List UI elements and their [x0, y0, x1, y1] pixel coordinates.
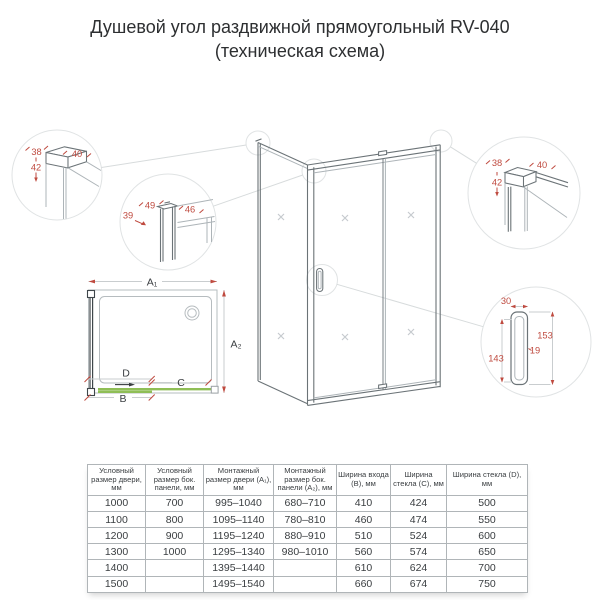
column-header: Ширина входа (B), мм	[337, 465, 391, 496]
column-header: Ширина стекла (D), мм	[447, 465, 528, 496]
dim-handle-outer: 153	[537, 330, 553, 341]
callout-mid-left	[123, 200, 215, 263]
page-title-line1: Душевой угол раздвижной прямоугольный RV-040	[90, 17, 510, 37]
table-header-row	[88, 465, 528, 496]
table-cell: 574	[391, 544, 447, 560]
table-row	[88, 560, 528, 576]
callout-top-left	[26, 146, 102, 219]
table-cell: 700	[146, 495, 204, 511]
dim-width: 38	[31, 147, 42, 158]
table-body	[88, 495, 528, 592]
table-cell: 880–910	[274, 528, 337, 544]
table-cell: 1095–1140	[204, 511, 274, 527]
table-cell: 500	[447, 495, 528, 511]
table-cell: 780–810	[274, 511, 337, 527]
callout-circles	[12, 130, 591, 397]
plan-dim-a1: A₁	[146, 276, 158, 289]
plan-dim-b: B	[119, 392, 127, 405]
table-cell: 474	[391, 511, 447, 527]
table-cell: 1500	[88, 576, 146, 592]
table-cell: 560	[337, 544, 391, 560]
dim-handle-inner: 143	[488, 353, 504, 364]
drain-icon	[185, 306, 199, 320]
dim-front: 49	[144, 200, 156, 211]
table-cell	[274, 560, 337, 576]
plan-dim-c: C	[177, 377, 185, 389]
table-row	[88, 528, 528, 544]
table-cell: 1195–1240	[204, 528, 274, 544]
table-cell: 660	[337, 576, 391, 592]
table-row	[88, 495, 528, 511]
table-cell: 1395–1440	[204, 560, 274, 576]
table-cell: 1000	[88, 495, 146, 511]
table-cell: 524	[391, 528, 447, 544]
table-cell: 1100	[88, 511, 146, 527]
table-cell: 995–1040	[204, 495, 274, 511]
table-cell: 1300	[88, 544, 146, 560]
dim-depth: 40	[536, 160, 548, 171]
table-cell: 1295–1340	[204, 544, 274, 560]
plan-view	[85, 276, 242, 405]
table-cell: 674	[391, 576, 447, 592]
dim-depth: 40	[71, 148, 83, 159]
table-row	[88, 511, 528, 527]
table-cell: 980–1010	[274, 544, 337, 560]
table-cell: 600	[447, 528, 528, 544]
table-cell: 1400	[88, 560, 146, 576]
size-spec-table	[87, 464, 528, 593]
table-cell: 624	[391, 560, 447, 576]
table-cell	[146, 560, 204, 576]
dim-handle-width: 30	[500, 296, 512, 306]
table-cell: 680–710	[274, 495, 337, 511]
table-cell: 700	[447, 560, 528, 576]
dim-handle-thickness: 19	[529, 345, 541, 356]
glass-sparkle-icon	[278, 212, 414, 340]
table-cell: 460	[337, 511, 391, 527]
plan-dim-a2: A₂	[230, 338, 242, 351]
table-cell: 550	[447, 511, 528, 527]
table-cell: 800	[146, 511, 204, 527]
table-cell: 1200	[88, 528, 146, 544]
table-cell: 650	[447, 544, 528, 560]
table-cell: 1000	[146, 544, 204, 560]
column-header: Условный размер двери, мм	[88, 465, 146, 496]
callout-handle-detail	[488, 296, 554, 385]
table-cell: 610	[337, 560, 391, 576]
door-handle	[317, 269, 323, 292]
table-cell: 424	[391, 495, 447, 511]
column-header: Условный размер бок. панели, мм	[146, 465, 204, 496]
table-cell: 1495–1540	[204, 576, 274, 592]
column-header: Монтажный размер двери (А₁), мм	[204, 465, 274, 496]
table-cell: 900	[146, 528, 204, 544]
dim-depth: 39	[122, 210, 134, 221]
table-cell	[146, 576, 204, 592]
dim-height: 42	[491, 177, 503, 188]
dim-side: 46	[184, 204, 196, 215]
table-cell: 750	[447, 576, 528, 592]
table-cell: 410	[337, 495, 391, 511]
table-cell: 510	[337, 528, 391, 544]
column-header: Монтажный размер бок. панели (А₂), мм	[274, 465, 337, 496]
isometric-view	[256, 139, 441, 406]
page-title-line2: (техническая схема)	[214, 41, 386, 61]
table-row	[88, 576, 528, 592]
dim-width: 38	[491, 158, 503, 168]
table-cell	[274, 576, 337, 592]
column-header: Ширина стекла (C), мм	[391, 465, 447, 496]
plan-dim-d: D	[122, 367, 130, 380]
table-row	[88, 544, 528, 560]
dim-height: 42	[30, 162, 42, 173]
callout-top-right	[486, 158, 568, 232]
